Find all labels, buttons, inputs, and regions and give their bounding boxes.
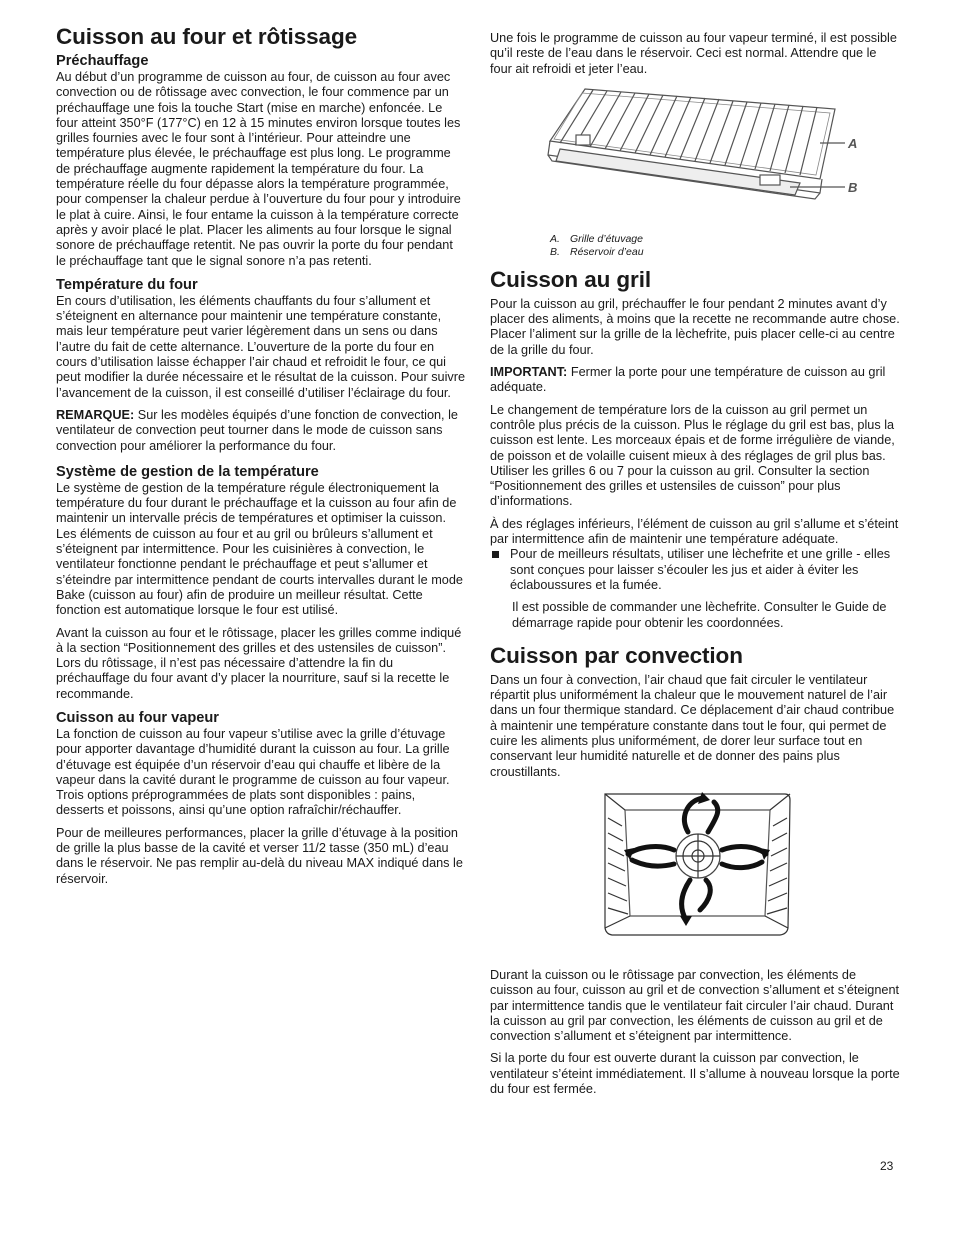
left-column [56,0,466,887]
heading-temperature: Température du four [56,276,198,293]
label-b: B [848,179,858,195]
heading-systeme: Système de gestion de la température [56,463,319,480]
page-number: 23 [880,1159,894,1173]
caption-b-key: B. [550,245,560,258]
caption-b-text: Réservoir d’eau [570,245,644,258]
paragraph-prechauffage: Au début d’un programme de cuisson au four, de cuisson au four avec convection ou de rôtissage avec convection, le four commence par un préchauffage une fois la touche Start (mise en marche) enfoncée. Le four atteint 350°F (177°C) en 12 à 15 minutes environ lorsque toutes les grilles fournies avec le four sont à l’intérieur. Pour atteindre une température plus élevée, le préchauffage est plus long. Le programme de préchauffage augmente rapidement la température du four. La température réelle du four dépasse alors la température programmée, pour compenser la chaleur perdue à l’ouverture du four pour y introduire le plat à cuire. Ainsi, le four entame la cuisson à la température correcte après y avoir placé le plat. Placer les aliments au four lorsque le signal sonore de préchauffage retentit. Ne pas ouvrir la porte du four pendant le préchauffage tant que le signal sonore n’a pas retenti. [56,70,461,268]
section-title-cuisson-four: Cuisson au four et rôtissage [56,24,358,49]
paragraph-systeme-2: Avant la cuisson au four et le rôtissage, placer les grilles comme indiqué à la section “Positionnement des grilles et des ustensiles de cuisson”. Lors du rôtissage, il n’est pas nécessaire d’attendre la fin du préchauffage du four avant d’y placer la nourriture, sauf si la recette le recommande. [56,625,462,701]
paragraph-gril-bullet-sub: Il est possible de commander une lèchefrite. Consulter le Guide de démarrage rapide pour obtenir les coordonnées. [512,600,887,630]
paragraph-vapeur-2: Pour de meilleures performances, placer la grille d’étuvage à la position de grille la plus basse de la cavité et verser 11/2 tasse (350 mL) d’eau dans le réservoir. Ne pas remplir au-delà du niveau MAX indiqué dans le réservoir. [56,825,463,886]
right-column [490,0,900,1097]
convection-figure [490,788,900,968]
caption-a-key: A. [550,232,560,245]
paragraph-gril-3: À des réglages inférieurs, l’élément de cuisson au gril s’allume et s’éteint par intermittence afin de maintenir une température adéquate. [490,516,899,547]
note-text: Sur les modèles équipés d’une fonction de convection, le ventilateur de convection peut tourner dans le mode de cuisson sans convection pour améliorer la performance du four. [56,407,458,453]
paragraph-convection-2: Durant la cuisson ou le rôtissage par convection, les éléments de cuisson au four, cuisson au gril et de convection s’allument et s’éteignent par intermittence tandis que le ventilateur fait circuler l’air chaud. Durant la cuisson au gril par convection, les éléments de cuisson au gril et de convection s’allument et s’éteignent par intermittence. [490,967,900,1044]
caption-a [550,233,900,246]
paragraph-gril-1: Pour la cuisson au gril, préchauffer le four pendant 2 minutes avant d’y placer des aliments, à moins que la recette ne recommande autre chose. Placer l’aliment sur la grille de la lèchefrite, puis placer celle-ci au centre de la grille du four. [490,296,900,357]
paragraph-gril-2: Le changement de température lors de la cuisson au gril permet un contrôle plus précis de la cuisson. Plus le réglage du gril est bas, plus la cuisson est lente. Les morceaux épais et de forme irrégulière de viande, de poisson et de volaille cuisent mieux à des réglages de gril plus bas. Utiliser les grilles 6 ou 7 pour la cuisson au gril. Consulter la section “Positionnement des grilles et ustensiles de cuisson” pour plus d’informations. [490,402,895,509]
caption-a-text: Grille d’étuvage [570,232,643,245]
section-title-gril: Cuisson au gril [490,266,652,292]
important-text: Fermer la porte pour une température de cuisson au gril adéquate. [490,365,886,395]
paragraph-vapeur-fin: Une fois le programme de cuisson au four vapeur terminé, il est possible qu’il reste de l’eau dans le réservoir. Ceci est normal. Attendre que le four ait refroidi et jeter l’eau. [490,31,897,76]
note-remarque [56,408,466,454]
paragraph-systeme-1: Le système de gestion de la température régule électroniquement la température du four durant le préchauffage et la cuisson au four afin de maintenir un intervalle précis de températures et optimiser la cuisson. Les éléments de cuisson au four et au gril ou brûleurs s’allument et s’éteignent par intermittence. Pour les cuisinières à convection, le ventilateur fonctionne pendant le préchauffage et peut s’allumer et s’éteindre par intermittence pendant de courts intervalles durant le mode Bake (cuisson au four) afin de produire un meilleur résultat. Cette fonction est automatique lorsque le four est utilisé. [56,480,463,618]
note-label: REMARQUE: [56,407,135,422]
bullet-text: Pour de meilleurs résultats, utiliser une lèchefrite et une grille - elles sont conçues pour laisser s’écouler les jus et aider à éviter les éclaboussures et la fumée. [510,547,891,592]
convection-oven-illustration [490,788,900,968]
heading-vapeur: Cuisson au four vapeur [56,709,219,726]
paragraph-important [490,365,900,396]
important-label: IMPORTANT: [490,365,568,380]
paragraph-vapeur-1: La fonction de cuisson au four vapeur s’utilise avec la grille d’étuvage pour apporter davantage d’humidité durant la cuisson au four. La grille d’étuvage est équipée d’un réservoir d’eau qui chauffe et libère de la vapeur dans la cavité durant le programme de cuisson au four vapeur. Trois options préprogrammées de plats sont disponibles : pains, desserts et poissons, ainsi qu’une option rafraîchir/réchauffer. [56,726,450,818]
paragraph-temperature: En cours d’utilisation, les éléments chauffants du four s’allument et s’éteignent en alternance pour maintenir une température constante, mais leur température peut varier légèrement dans un sens ou dans l’autre du fait de cette alternance. L’ouverture de la porte du four en cours d’utilisation laisse échapper l’air chaud et refroidit le four, ce qui peut modifier la durée nécessaire et le résultat de la cuisson. Pour suivre l’avancement de la cuisson, il est conseillé d’utiliser l’éclairage du four. [56,293,466,400]
caption-b [550,246,900,259]
steam-rack-figure [490,83,900,233]
section-title-convection: Cuisson par convection [490,642,743,668]
paragraph-convection-3: Si la porte du four est ouverte durant la cuisson par convection, le ventilateur s’éteint immédiatement. Il s’allume à nouveau lorsque la porte du four est fermée. [490,1051,900,1096]
bullet-item-lechefrite [490,547,900,593]
heading-prechauffage: Préchauffage [56,53,149,69]
steam-rack-illustration [490,83,900,233]
label-a: A [848,135,858,151]
bullet-square-icon [490,547,510,593]
paragraph-convection-1: Dans un four à convection, l’air chaud que fait circuler le ventilateur répartit plus uniformément la chaleur que le mouvement naturel de l’air dans un four thermique standard. Ce déplacement d’air chaud contribue à maintenir une température constante dans tout le four, qui permet de cuire les aliments plus uniformément, de dorer leur surface tout en conservant leur humidité naturelle et de donner des pains plus croustillants. [490,672,895,779]
